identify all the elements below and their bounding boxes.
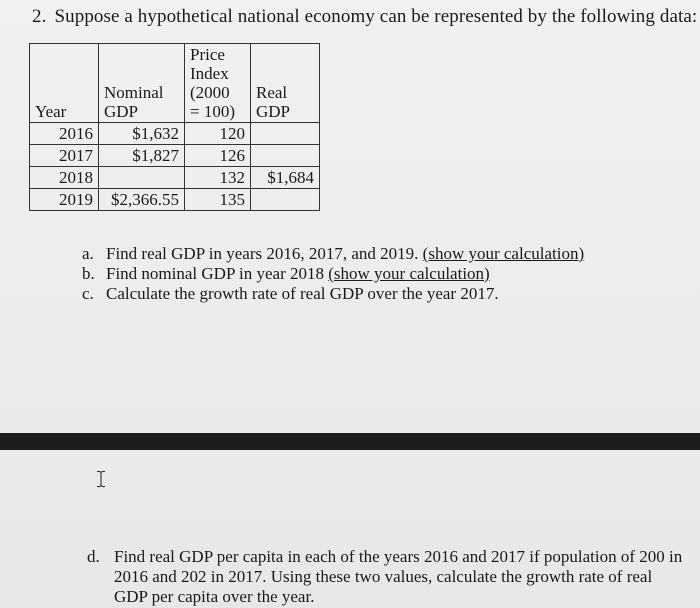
header-nominal-line-1: Nominal <box>104 83 164 102</box>
header-real-line-2: GDP <box>256 102 291 121</box>
cell-year: 2017 <box>30 145 99 167</box>
cell-nominal-gdp <box>99 167 185 189</box>
part-a-letter: a. <box>82 244 94 263</box>
header-price-index <box>185 44 251 123</box>
table-row <box>30 189 320 211</box>
cell-price-index: 132 <box>185 167 251 189</box>
header-real-gdp <box>251 44 320 123</box>
part-c <box>82 284 584 304</box>
cell-nominal-gdp: $1,632 <box>99 123 185 145</box>
part-b-note: (show your calculation) <box>328 264 490 283</box>
part-a <box>82 244 584 264</box>
text-cursor-icon <box>96 470 106 488</box>
cell-real-gdp: $1,684 <box>251 167 320 189</box>
part-b-letter: b. <box>82 264 95 283</box>
cell-real-gdp <box>251 123 320 145</box>
cell-real-gdp <box>251 145 320 167</box>
part-a-note: (show your calculation) <box>422 244 585 263</box>
cell-year: 2018 <box>30 167 99 189</box>
table-header-row <box>30 44 320 123</box>
cell-nominal-gdp: $1,827 <box>99 145 185 167</box>
cell-year: 2016 <box>30 123 99 145</box>
part-d-text: Find real GDP per capita in each of the years 2016 and 2017 if population of 200 in 2016 and 202 in 2017. Using these two values, calculate the growth rate of real GDP per capita over the year. <box>114 547 683 606</box>
cell-price-index: 126 <box>185 145 251 167</box>
table-row <box>30 167 320 189</box>
cell-year: 2019 <box>30 189 99 211</box>
part-d <box>87 547 687 607</box>
header-price-line-1: Price <box>190 45 225 64</box>
table-row <box>30 145 320 167</box>
cell-real-gdp <box>251 189 320 211</box>
cell-price-index: 120 <box>185 123 251 145</box>
header-year: Year <box>30 44 99 123</box>
part-c-letter: c. <box>82 284 94 303</box>
part-b <box>82 264 584 284</box>
cell-price-index: 135 <box>185 189 251 211</box>
table-row <box>30 123 320 145</box>
question-title <box>32 6 697 28</box>
question-text: Suppose a hypothetical national economy can be represented by the following data: <box>54 6 698 27</box>
header-nominal-gdp <box>99 44 185 123</box>
part-b-text: Find nominal GDP in year 2018 <box>106 264 324 283</box>
header-price-line-2: Index <box>190 64 229 83</box>
part-d-letter: d. <box>87 547 100 566</box>
part-c-text: Calculate the growth rate of real GDP over the year 2017. <box>106 284 499 303</box>
header-real-line-1: Real <box>256 83 288 102</box>
header-price-line-3: (2000 <box>190 83 230 102</box>
header-price-line-4: = 100) <box>190 102 235 121</box>
header-nominal-line-2: GDP <box>104 102 139 121</box>
gdp-data-table <box>29 43 320 211</box>
part-a-text: Find real GDP in years 2016, 2017, and 2019. <box>106 244 419 263</box>
question-number: 2. <box>32 6 47 27</box>
black-divider-bar <box>0 433 700 450</box>
question-parts-list <box>82 244 584 304</box>
cell-nominal-gdp: $2,366.55 <box>99 189 185 211</box>
